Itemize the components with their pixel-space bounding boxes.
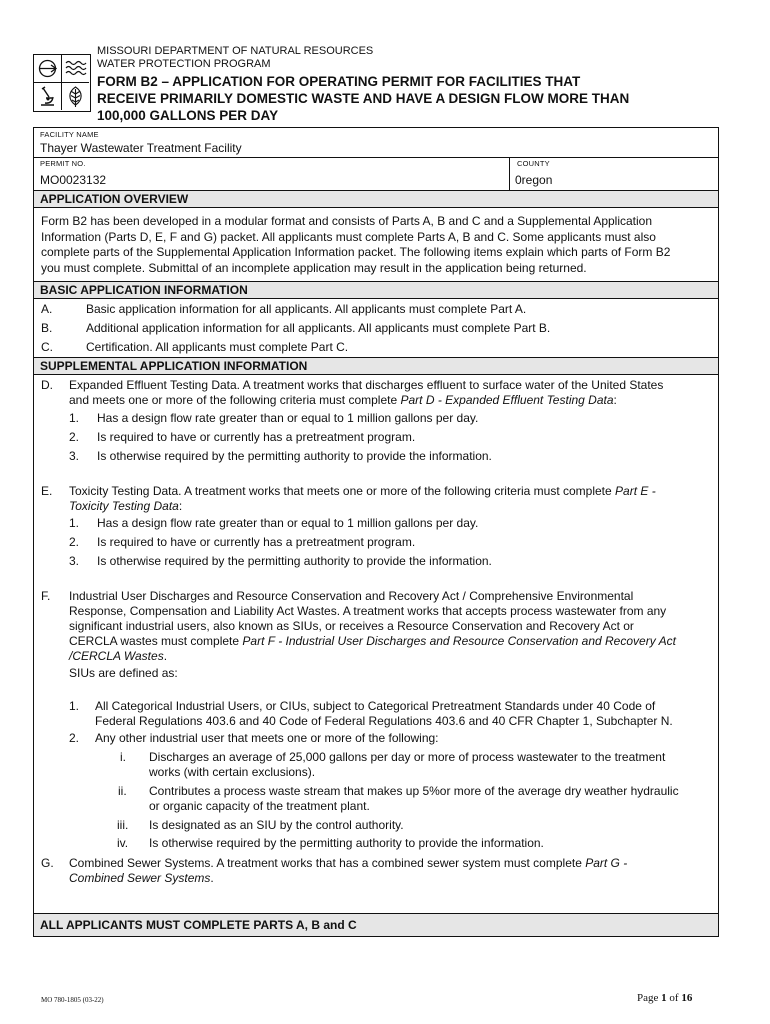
item-g-body (69, 856, 709, 886)
sub-numeral: i. (120, 750, 126, 764)
agency-header (97, 45, 373, 71)
criteria-item (69, 516, 709, 535)
supplemental-item-d (34, 378, 714, 468)
item-letter: D. (41, 378, 53, 392)
item-d-criteria (69, 411, 709, 468)
basic-item-a (34, 302, 714, 317)
item-text: Basic application information for all applicants. All applicants must complete Part A. (86, 302, 527, 316)
sub-text (149, 750, 714, 780)
criteria-item (69, 430, 709, 449)
criteria-text: Has a design flow rate greater than or equal to 1 million gallons per day. (97, 411, 479, 425)
siu-text: Any other industrial user that meets one or more of the following: (95, 731, 439, 745)
item-f-body (69, 589, 709, 681)
text-run: CERCLA wastes must complete (69, 634, 243, 648)
supplemental-item-g (34, 856, 714, 888)
criteria-number: 3. (69, 449, 80, 463)
part-e-reference: Toxicity Testing Data (69, 499, 179, 513)
criteria-item (69, 535, 709, 554)
siu-number: 1. (69, 699, 80, 713)
page-number (637, 992, 692, 1004)
county-label: COUNTY (517, 159, 550, 168)
facility-name-field[interactable]: Thayer Wastewater Treatment Facility (40, 141, 242, 155)
form-title (97, 73, 677, 124)
program-name: WATER PROTECTION PROGRAM (97, 58, 271, 70)
part-g-reference: Part G - (585, 856, 628, 870)
all-applicants-banner: ALL APPLICANTS MUST COMPLETE PARTS A, B and C (34, 914, 718, 936)
page-prefix: Page (637, 992, 662, 1004)
overview-line: complete parts of the Supplemental Application Information packet. The following items explain which parts of Form B2 (41, 245, 671, 259)
siu-text (95, 699, 715, 729)
water-waves-icon (62, 55, 89, 83)
criteria-number: 1. (69, 516, 80, 530)
form-title-line: RECEIVE PRIMARILY DOMESTIC WASTE AND HAVE A DESIGN FLOW MORE THAN (97, 91, 630, 106)
sub-line: or organic capacity of the treatment plant. (149, 799, 370, 813)
item-f-line (69, 649, 709, 664)
criteria-item (69, 554, 709, 573)
item-f-line: significant industrial users, also known as SIUs, or receives a Resource Conservation and Recovery Act or (69, 619, 634, 633)
microscope-icon (34, 83, 62, 110)
sub-text (149, 784, 714, 814)
page-current: 1 (661, 992, 667, 1004)
criteria-text: Is otherwise required by the permitting authority to provide the information. (97, 449, 492, 463)
text-run: . (163, 649, 168, 663)
sub-numeral: ii. (118, 784, 127, 798)
text-run: : (178, 499, 183, 513)
item-letter: F. (41, 589, 51, 603)
sub-text: Is designated as an SIU by the control authority. (149, 818, 404, 832)
form-title-line: FORM B2 – APPLICATION FOR OPERATING PERMIT FOR FACILITIES THAT (97, 74, 581, 89)
part-f-reference: Part F - Industrial User Discharges and Resource Conservation and Recovery Act (242, 634, 676, 648)
text-run: : (613, 393, 617, 407)
sub-line: Discharges an average of 25,000 gallons per day or more of process wastewater to the treatment (149, 750, 666, 764)
item-d-line: Expanded Effluent Testing Data. A treatment works that discharges effluent to surface water of the United States (69, 378, 664, 392)
item-e-criteria (69, 516, 709, 573)
criteria-item (69, 449, 709, 468)
siu-line: All Categorical Industrial Users, or CIUs, subject to Categorical Pretreatment Standards under 40 Code of (95, 699, 656, 713)
item-e-body (69, 484, 709, 514)
item-letter: C. (41, 340, 53, 354)
item-e-line (69, 499, 709, 514)
item-text: Additional application information for all applicants. All applicants must complete Part B. (86, 321, 551, 335)
compass-icon (34, 55, 62, 83)
form-frame (33, 127, 719, 937)
overview-line: Form B2 has been developed in a modular format and consists of Parts A, B and C and a Supplemental Application (41, 214, 653, 228)
item-d-line (69, 393, 709, 408)
agency-name: MISSOURI DEPARTMENT OF NATURAL RESOURCES (97, 45, 374, 57)
page-total: 16 (681, 992, 693, 1004)
basic-item-b (34, 321, 714, 336)
part-g-reference: Combined Sewer Systems (69, 871, 211, 885)
sub-numeral: iv. (117, 836, 129, 850)
item-letter: A. (41, 302, 53, 316)
basic-info-heading: BASIC APPLICATION INFORMATION (34, 282, 718, 298)
siu-sub-ii (114, 784, 714, 816)
overview-line: Information (Parts D, E, F and G) packet. All applicants must complete Parts A, B and C. Some applicants must also (41, 229, 656, 244)
permit-no-label: PERMIT NO. (40, 159, 86, 168)
basic-item-c (34, 340, 714, 355)
dnr-logo (33, 54, 91, 112)
criteria-number: 2. (69, 430, 80, 444)
sub-text: Is otherwise required by the permitting authority to provide the information. (149, 836, 544, 850)
item-d-body (69, 378, 709, 408)
overview-line: you must complete. Submittal of an incomplete application may result in the application being returned. (41, 260, 587, 275)
overview-text (41, 214, 711, 276)
text-run: and meets one or more of the following criteria must complete (69, 393, 401, 407)
form-code: MO 780-1805 (03-22) (41, 996, 104, 1004)
part-e-reference: Part E - (615, 484, 656, 498)
item-f-line (69, 634, 709, 649)
supplemental-heading: SUPPLEMENTAL APPLICATION INFORMATION (34, 358, 718, 374)
supplemental-item-f (34, 589, 714, 849)
criteria-item (69, 411, 709, 430)
sub-numeral: iii. (117, 818, 129, 832)
siu-sub-i (114, 750, 714, 782)
item-f-line: Industrial User Discharges and Resource Conservation and Recovery Act / Comprehensive Environmental (69, 589, 634, 603)
county-field[interactable]: 0regon (515, 173, 553, 187)
siu-number: 2. (69, 731, 80, 745)
criteria-number: 3. (69, 554, 80, 568)
permit-no-field[interactable]: MO0023132 (40, 173, 107, 187)
criteria-text: Is otherwise required by the permitting authority to provide the information. (97, 554, 492, 568)
criteria-number: 2. (69, 535, 80, 549)
item-e-line (69, 484, 709, 499)
item-f-line: Response, Compensation and Liability Act Wastes. A treatment works that accepts process wastewater from any (69, 604, 667, 618)
item-letter: B. (41, 321, 53, 335)
item-g-line (69, 871, 709, 886)
form-title-line: 100,000 GALLONS PER DAY (97, 108, 279, 123)
sub-line: works (with certain exclusions). (149, 765, 316, 779)
page-of: of (666, 992, 682, 1004)
item-text: Certification. All applicants must complete Part C. (86, 340, 349, 354)
leaf-icon (62, 83, 89, 110)
sub-line: Contributes a process waste stream that makes up 5%or more of the average dry weather hydraulic (149, 784, 679, 798)
part-f-reference: /CERCLA Wastes (69, 649, 164, 663)
text-run: Combined Sewer Systems. A treatment works that has a combined sewer system must complete (69, 856, 586, 870)
supplemental-item-e (34, 484, 714, 574)
overview-heading: APPLICATION OVERVIEW (34, 191, 718, 207)
item-letter: G. (41, 856, 54, 870)
criteria-text: Has a design flow rate greater than or equal to 1 million gallons per day. (97, 516, 479, 530)
criteria-text: Is required to have or currently has a pretreatment program. (97, 430, 416, 444)
text-run: . (210, 871, 214, 885)
criteria-text: Is required to have or currently has a pretreatment program. (97, 535, 416, 549)
criteria-number: 1. (69, 411, 80, 425)
facility-name-label: FACILITY NAME (40, 130, 99, 139)
siu-line: Federal Regulations 403.6 and 40 Code of Federal Regulations 403.6 and 40 CFR Chapter 1, Subchapter N. (95, 714, 673, 728)
item-letter: E. (41, 484, 53, 498)
sius-intro: SIUs are defined as: (69, 666, 178, 680)
part-d-reference: Part D - Expanded Effluent Testing Data (400, 393, 614, 407)
item-g-line (69, 856, 709, 871)
text-run: Toxicity Testing Data. A treatment works that meets one or more of the following criteria must complete (69, 484, 616, 498)
